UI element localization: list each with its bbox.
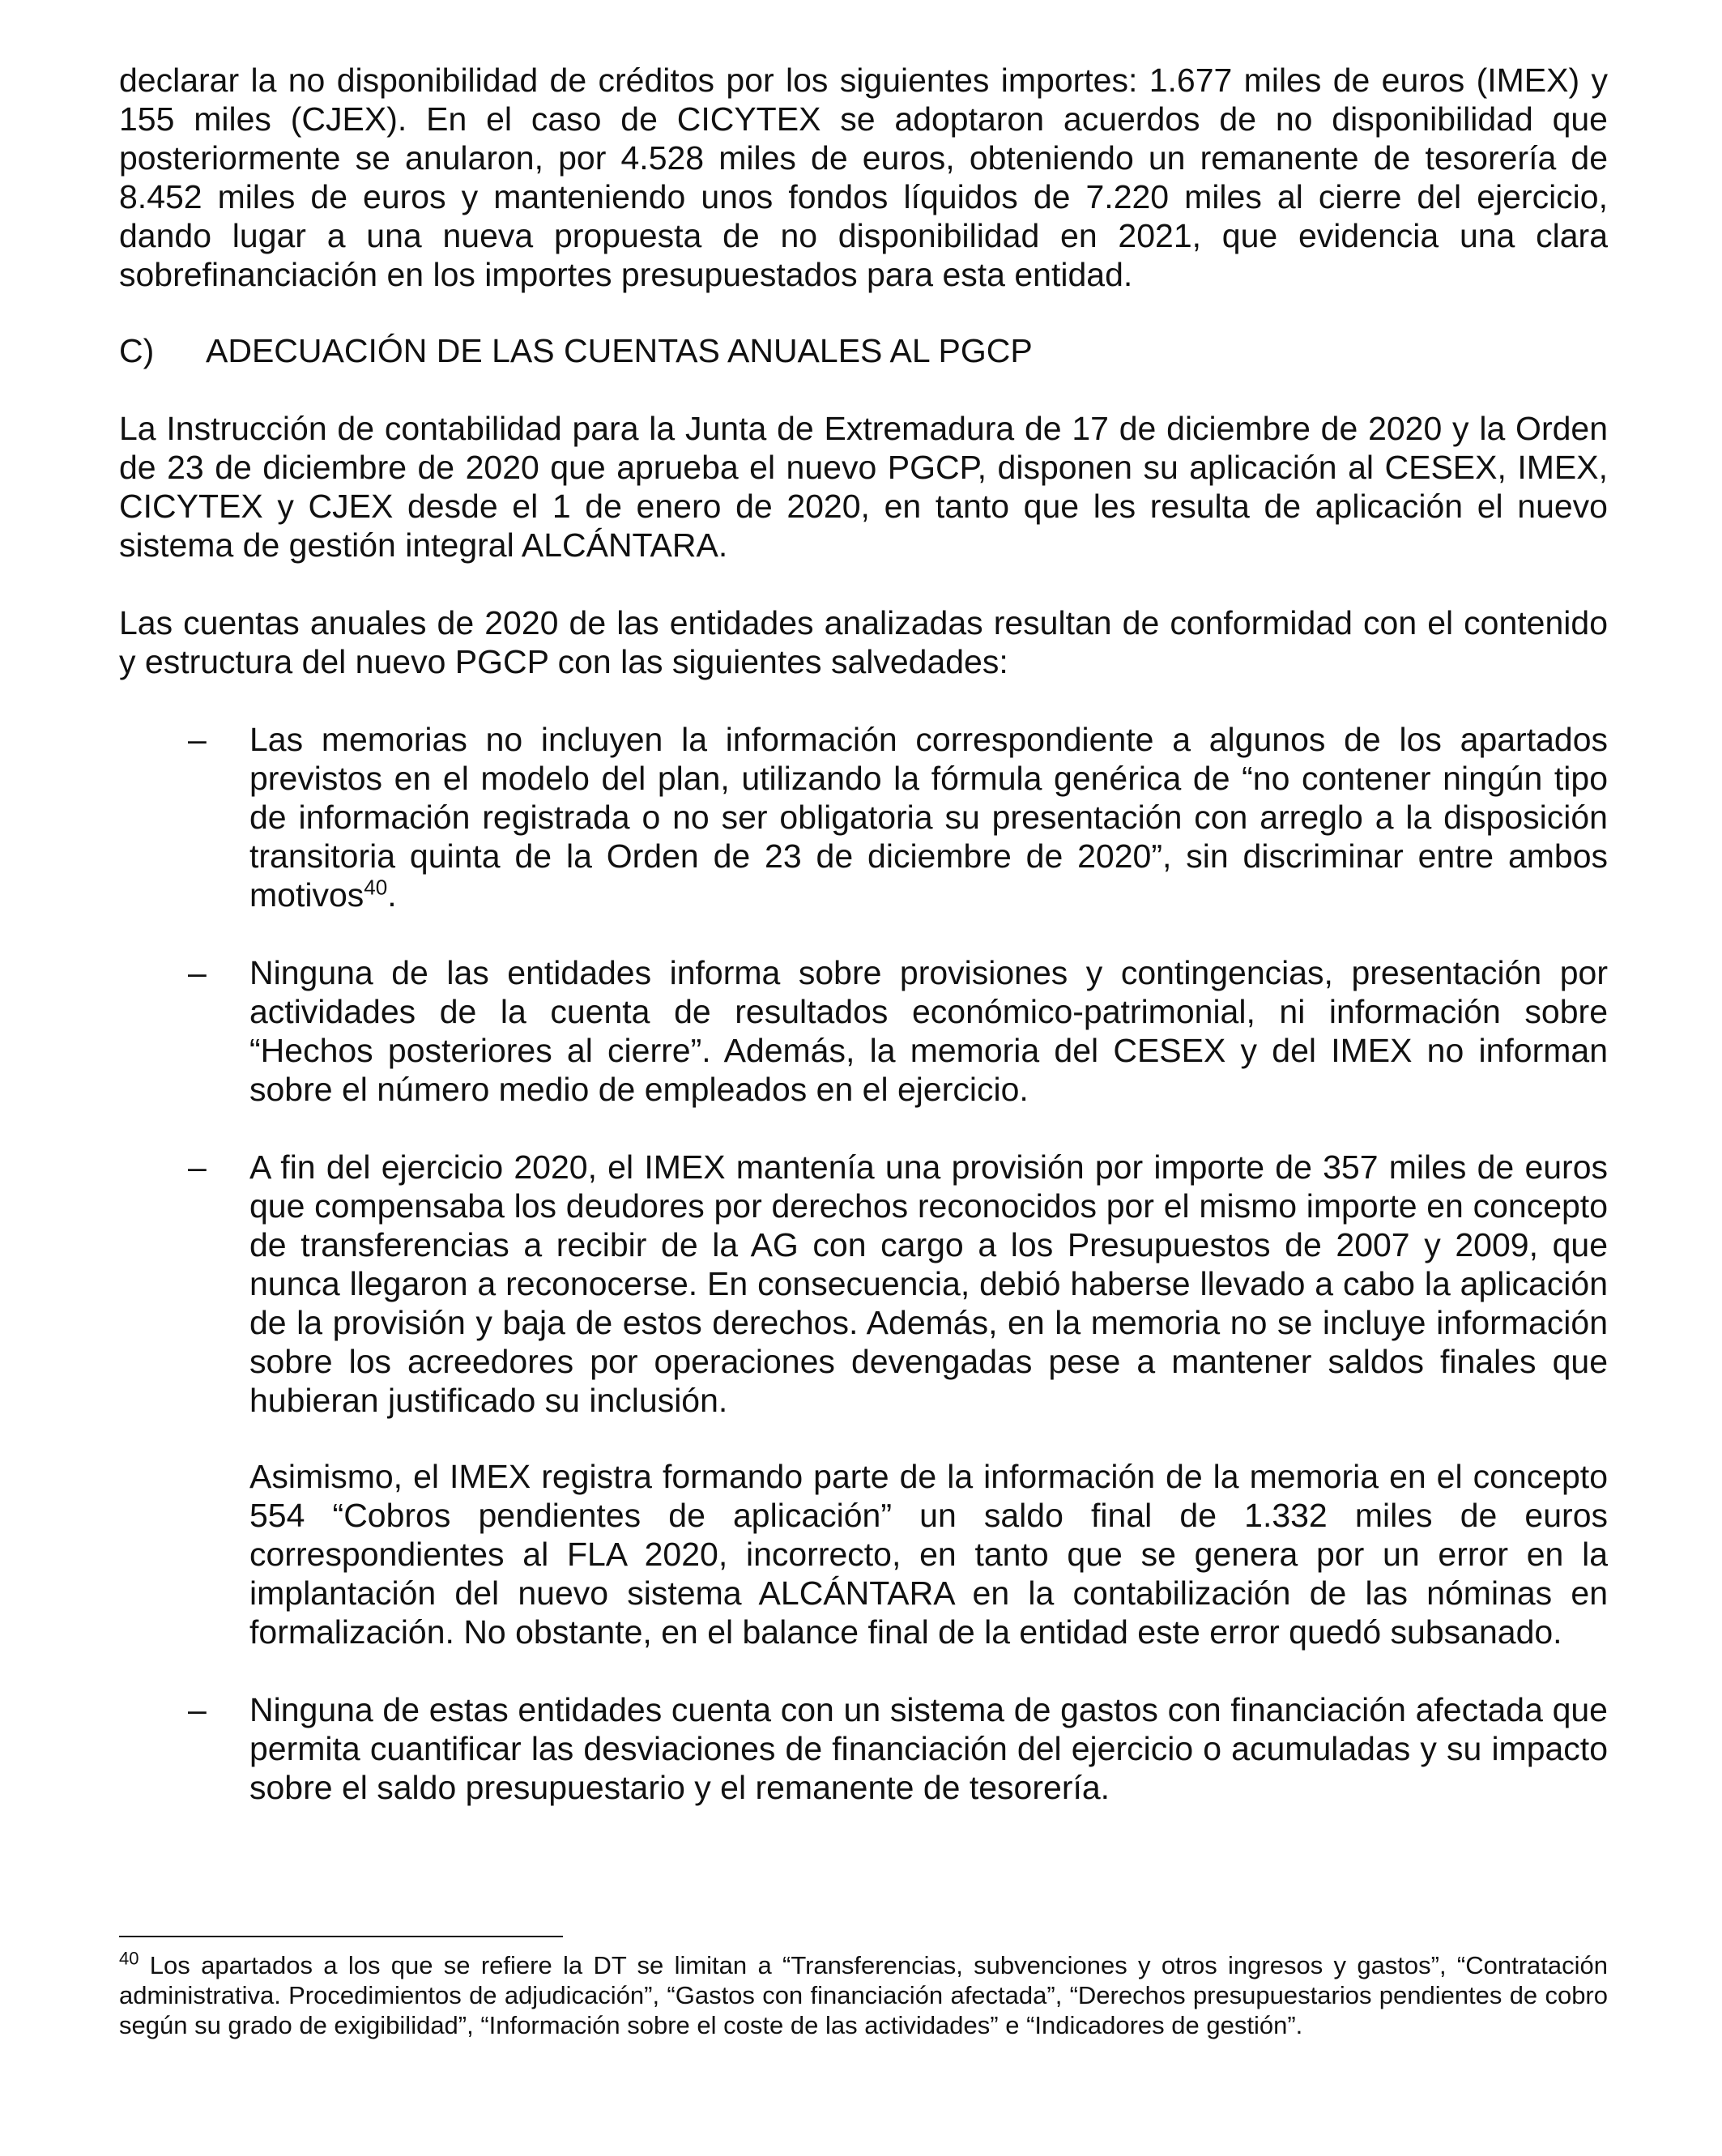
list-item-subparagraph: Asimismo, el IMEX registra formando parte de la información de la memoria en el concepto 554 “Cobros pendientes de aplicación” un saldo final de 1.332 miles de euros correspondientes al FLA 2020, incorrecto, en tanto que se genera por un error en la implantación del nuevo sistema ALCÁNTARA en la contabilización de las nóminas en formalización. No obstante, en el balance final de la entidad este error quedó subsanado.: [249, 1458, 1608, 1651]
dash-bullet: –: [188, 1691, 207, 1728]
footnote-number: 40: [119, 1948, 139, 1969]
dash-bullet: –: [188, 721, 207, 758]
list-item-text: Ninguna de estas entidades cuenta con un sistema de gastos con financiación afectada que permita cuantificar las desviaciones de financiación del ejercicio o acumuladas y su impacto sobre el saldo presupuestario y el remanente de tesorería.: [249, 1691, 1608, 1806]
section-heading: [119, 331, 1608, 370]
intro-paragraph: declarar la no disponibilidad de créditos por los siguientes importes: 1.677 miles de euros (IMEX) y 155 miles (CJEX). En el caso de CICYTEX se adoptaron acuerdos de no disponibilidad que posteriormente se anularon, por 4.528 miles de euros, obteniendo un remanente de tesorería de 8.452 miles de euros y manteniendo unos fondos líquidos de 7.220 miles al cierre del ejercicio, dando lugar a una nueva propuesta de no disponibilidad en 2021, que evidencia una clara sobrefinanciación en los importes presupuestados para esta entidad.: [119, 62, 1608, 293]
dash-bullet: –: [188, 1148, 207, 1186]
list-item: [119, 1690, 1608, 1807]
dash-bullet: –: [188, 954, 207, 991]
list-item-text: Ninguna de las entidades informa sobre provisiones y contingencias, presentación por actividades de la cuenta de resultados económico-patrimonial, ni información sobre “Hechos posteriores al cierre”. Además, la memoria del CESEX y del IMEX no informan sobre el número medio de empleados en el ejercicio.: [249, 954, 1608, 1108]
paragraph-instruccion: La Instrucción de contabilidad para la Junta de Extremadura de 17 de diciembre de 2020 y la Orden de 23 de diciembre de 2020 que aprueba el nuevo PGCP, disponen su aplicación al CESEX, IMEX, CICYTEX y CJEX desde el 1 de enero de 2020, en tanto que les resulta de aplicación el nuevo sistema de gestión integral ALCÁNTARA.: [119, 410, 1608, 564]
list-item: [119, 953, 1608, 1109]
list-item-text: A fin del ejercicio 2020, el IMEX mantenía una provisión por importe de 357 miles de euros que compensaba los deudores por derechos reconocidos por el mismo importe en concepto de transferencias a recibir de la AG con cargo a los Presupuestos de 2007 y 2009, que nunca llegaron a reconocerse. En consecuencia, debió haberse llevado a cabo la aplicación de la provisión y baja de estos derechos. Además, en la memoria no se incluye información sobre los acreedores por operaciones devengadas pese a mantener saldos finales que hubieran justificado su inclusión.: [249, 1148, 1608, 1419]
document-body: [119, 61, 1608, 1846]
footnote-text: Los apartados a los que se refiere la DT se limitan a “Transferencias, subvenciones y otros ingresos y gastos”, “Contratación administrativa. Procedimientos de adjudicación”, “Gastos con financiación afectada”, “Derechos presupuestarios pendientes de cobro según su grado de exigibilidad”, “Información sobre el coste de las actividades” e “Indicadores de gestión”.: [119, 1951, 1608, 2039]
section-number: C): [119, 332, 155, 369]
list-item-text: Las memorias no incluyen la información correspondiente a algunos de los apartados previstos en el modelo del plan, utilizando la fórmula genérica de “no contener ningún tipo de información registrada o no ser obligatoria su presentación con arreglo a la disposición transitoria quinta de la Orden de 23 de diciembre de 2020”, sin discriminar entre ambos motivos$^{40}$.: [249, 721, 1608, 914]
footnote: [119, 1950, 1608, 2040]
list-item: [119, 1148, 1608, 1651]
section-title: ADECUACIÓN DE LAS CUENTAS ANUALES AL PGCP: [206, 332, 1033, 369]
footnote-ref[interactable]: 40: [364, 875, 388, 900]
paragraph-cuentas: Las cuentas anuales de 2020 de las entidades analizadas resultan de conformidad con el contenido y estructura del nuevo PGCP con las siguientes salvedades:: [119, 604, 1608, 680]
salvedades-list: [119, 720, 1608, 1807]
list-item: [119, 720, 1608, 914]
footnote-separator: [119, 1936, 563, 1937]
